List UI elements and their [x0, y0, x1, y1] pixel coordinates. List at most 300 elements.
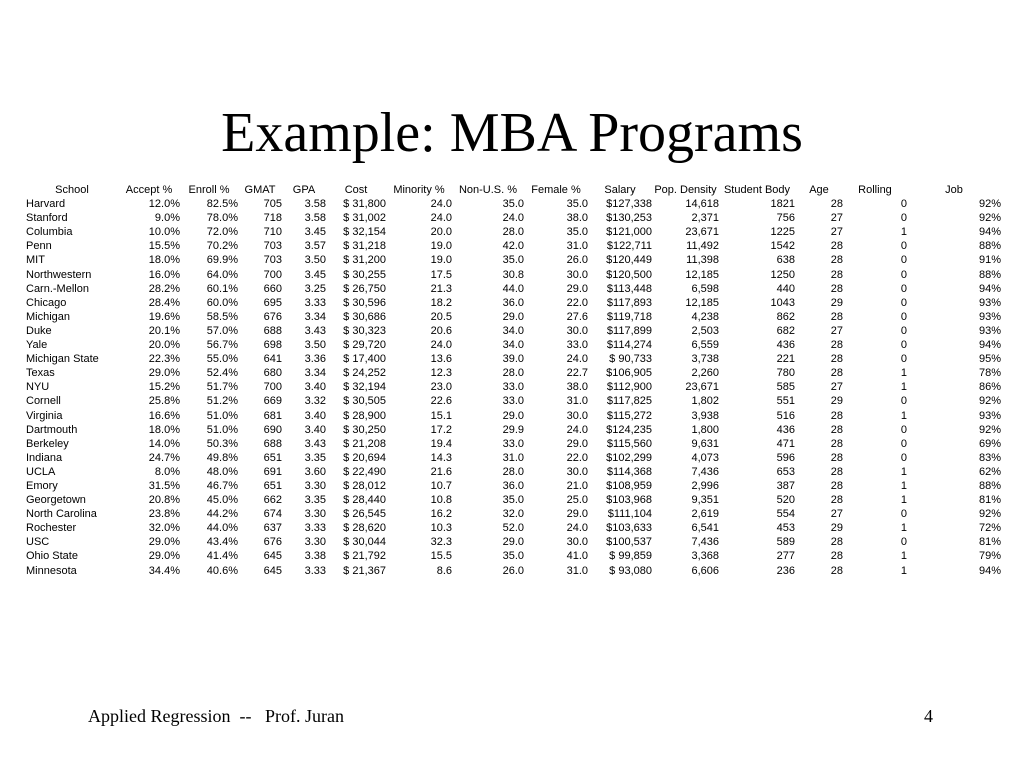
- table-cell: 780: [776, 367, 795, 380]
- table-cell: 28: [830, 240, 843, 253]
- table-cell: 41.0: [566, 550, 588, 563]
- table-cell: 28: [830, 536, 843, 549]
- table-cell: 22.0: [566, 451, 588, 464]
- column-header: Pop. Density: [654, 184, 717, 196]
- table-row: [26, 380, 1001, 394]
- table-cell: $102,299: [606, 451, 652, 464]
- table-cell: 60.0%: [206, 296, 238, 309]
- table-cell: 30.0: [566, 324, 588, 337]
- table-cell: 1,800: [691, 423, 719, 436]
- table-cell: 0: [900, 423, 907, 436]
- table-cell: $ 28,012: [343, 479, 386, 492]
- table-cell: $ 20,694: [343, 451, 386, 464]
- table-cell: 27: [830, 226, 843, 239]
- table-cell: 24.0: [430, 212, 452, 225]
- school-name-cell: Michigan State: [26, 353, 99, 366]
- table-cell: 17.2: [430, 423, 452, 436]
- column-header: Minority %: [393, 184, 445, 196]
- table-cell: 29: [830, 296, 843, 309]
- table-cell: 44.2%: [206, 508, 238, 521]
- table-cell: 52.0: [502, 522, 524, 535]
- table-cell: 92%: [978, 212, 1001, 225]
- table-cell: 27: [830, 381, 843, 394]
- table-cell: 718: [263, 212, 282, 225]
- table-cell: $ 99,859: [609, 550, 652, 563]
- school-name-cell: UCLA: [26, 465, 56, 478]
- school-name-cell: Virginia: [26, 409, 63, 422]
- table-cell: 18.0%: [148, 423, 180, 436]
- table-cell: 3,368: [691, 550, 719, 563]
- table-cell: 589: [776, 536, 795, 549]
- table-cell: 436: [776, 423, 795, 436]
- table-cell: 14.0%: [148, 437, 180, 450]
- school-name-cell: Minnesota: [26, 564, 77, 577]
- table-cell: 24.0: [566, 353, 588, 366]
- table-cell: 24.0: [430, 198, 452, 211]
- table-cell: $111,104: [607, 508, 652, 521]
- table-cell: 1: [900, 494, 907, 507]
- column-header: GPA: [292, 184, 316, 196]
- table-row: [26, 324, 1001, 338]
- table-cell: $103,968: [606, 494, 652, 507]
- table-cell: 1: [900, 564, 907, 577]
- school-name-cell: MIT: [26, 254, 45, 267]
- table-cell: $130,253: [606, 212, 652, 225]
- table-cell: 28.0: [502, 465, 524, 478]
- table-cell: 28: [830, 437, 843, 450]
- table-cell: 35.0: [502, 198, 524, 211]
- table-cell: 471: [776, 437, 795, 450]
- table-cell: $112,900: [606, 381, 652, 394]
- table-cell: $106,905: [606, 367, 652, 380]
- table-cell: $ 30,250: [343, 423, 386, 436]
- table-cell: 29.0%: [148, 367, 180, 380]
- table-cell: 35.0: [502, 254, 524, 267]
- table-cell: 688: [263, 324, 282, 337]
- table-cell: 0: [900, 212, 907, 225]
- table-cell: 0: [900, 296, 907, 309]
- school-name-cell: Yale: [26, 339, 48, 352]
- table-cell: 19.0: [430, 254, 452, 267]
- table-cell: 72%: [978, 522, 1001, 535]
- table-cell: $ 26,545: [343, 508, 386, 521]
- table-cell: $ 31,002: [343, 212, 386, 225]
- table-cell: $120,449: [606, 254, 652, 267]
- table-cell: 32.0: [502, 508, 524, 521]
- table-cell: 0: [900, 198, 907, 211]
- table-cell: 34.4%: [148, 564, 180, 577]
- column-header: Age: [809, 184, 829, 196]
- table-cell: $ 32,194: [343, 381, 386, 394]
- table-cell: 3.35: [304, 494, 326, 507]
- table-cell: 29.0: [566, 282, 588, 295]
- table-cell: $ 30,686: [343, 310, 386, 323]
- table-cell: 1: [900, 550, 907, 563]
- table-cell: 25.0: [566, 494, 588, 507]
- table-cell: 3.45: [304, 226, 326, 239]
- school-name-cell: Stanford: [26, 212, 68, 225]
- table-cell: 700: [263, 381, 282, 394]
- table-cell: 19.0: [430, 240, 452, 253]
- table-row: [26, 366, 1001, 380]
- table-cell: 3.40: [304, 381, 326, 394]
- table-cell: 681: [263, 409, 282, 422]
- table-cell: 0: [900, 310, 907, 323]
- table-cell: 24.0: [430, 339, 452, 352]
- table-cell: 27: [830, 508, 843, 521]
- table-cell: $115,560: [606, 437, 652, 450]
- table-cell: 4,073: [691, 451, 719, 464]
- table-cell: 6,598: [691, 282, 719, 295]
- table-row: [26, 479, 1001, 493]
- table-cell: 29.0: [502, 536, 524, 549]
- table-cell: 3.34: [304, 367, 326, 380]
- table-cell: 29.0: [566, 437, 588, 450]
- table-cell: 436: [776, 339, 795, 352]
- table-cell: 13.6: [430, 353, 452, 366]
- table-cell: 3.58: [304, 198, 326, 211]
- table-cell: 1250: [770, 268, 795, 281]
- table-cell: 10.3: [430, 522, 452, 535]
- table-cell: 3,938: [691, 409, 719, 422]
- table-cell: $ 21,792: [343, 550, 386, 563]
- table-row: [26, 225, 1001, 239]
- table-cell: 12.0%: [148, 198, 180, 211]
- table-cell: 1: [900, 465, 907, 478]
- table-cell: 3,738: [691, 353, 719, 366]
- table-cell: 2,371: [691, 212, 719, 225]
- table-cell: 15.2%: [148, 381, 180, 394]
- table-cell: 28: [830, 282, 843, 295]
- table-cell: $ 30,505: [343, 395, 386, 408]
- column-header: Salary: [604, 184, 636, 196]
- school-name-cell: Northwestern: [26, 268, 92, 281]
- table-cell: 35.0: [566, 198, 588, 211]
- table-cell: 22.6: [430, 395, 452, 408]
- table-cell: $ 30,323: [343, 324, 386, 337]
- table-cell: 28: [830, 451, 843, 464]
- table-cell: 94%: [978, 564, 1001, 577]
- school-name-cell: Harvard: [26, 198, 66, 211]
- table-cell: 641: [263, 353, 282, 366]
- table-cell: 15.5%: [148, 240, 180, 253]
- table-cell: 94%: [978, 282, 1001, 295]
- table-cell: $ 28,440: [343, 494, 386, 507]
- school-name-cell: North Carolina: [26, 508, 97, 521]
- table-cell: 674: [263, 508, 282, 521]
- column-header: Enroll %: [188, 184, 230, 196]
- column-header: Student Body: [723, 184, 791, 196]
- table-cell: 51.0%: [206, 409, 238, 422]
- column-header: Cost: [344, 184, 368, 196]
- school-name-cell: Chicago: [26, 296, 67, 309]
- table-cell: 29.0: [502, 310, 524, 323]
- table-cell: 2,503: [691, 324, 719, 337]
- table-cell: 60.1%: [206, 282, 238, 295]
- table-cell: 14.3: [430, 451, 452, 464]
- table-cell: 93%: [978, 409, 1001, 422]
- table-cell: 3.30: [304, 536, 326, 549]
- table-cell: 36.0: [502, 296, 524, 309]
- table-cell: 20.0%: [148, 339, 180, 352]
- table-cell: 86%: [978, 381, 1001, 394]
- table-cell: 20.5: [430, 310, 452, 323]
- table-cell: 27: [830, 324, 843, 337]
- table-row: [26, 310, 1001, 324]
- table-row: [26, 211, 1001, 225]
- table-cell: 10.0%: [148, 226, 180, 239]
- table-cell: 28: [830, 310, 843, 323]
- table-cell: 16.0%: [148, 268, 180, 281]
- school-name-cell: Texas: [26, 367, 55, 380]
- table-cell: 22.3%: [148, 353, 180, 366]
- table-cell: 3.30: [304, 508, 326, 521]
- table-cell: 20.8%: [148, 494, 180, 507]
- table-cell: 57.0%: [206, 324, 238, 337]
- table-cell: 0: [900, 437, 907, 450]
- table-row: [26, 197, 1001, 211]
- table-cell: 43.4%: [206, 536, 238, 549]
- table-cell: 72.0%: [206, 226, 238, 239]
- table-cell: 28: [830, 423, 843, 436]
- table-cell: 35.0: [566, 226, 588, 239]
- column-header: Rolling: [858, 184, 892, 196]
- table-cell: 6,559: [691, 339, 719, 352]
- table-cell: 41.4%: [206, 550, 238, 563]
- table-cell: 62%: [978, 465, 1001, 478]
- table-cell: $ 29,720: [343, 339, 386, 352]
- table-cell: 58.5%: [206, 310, 238, 323]
- table-cell: 688: [263, 437, 282, 450]
- table-row: [26, 239, 1001, 253]
- table-cell: $ 24,252: [343, 367, 386, 380]
- table-cell: 33.0: [502, 437, 524, 450]
- table-cell: 0: [900, 395, 907, 408]
- table-cell: 3.60: [304, 465, 326, 478]
- table-cell: 28: [830, 367, 843, 380]
- table-cell: 691: [263, 465, 282, 478]
- table-cell: 32.0%: [148, 522, 180, 535]
- table-cell: 0: [900, 282, 907, 295]
- table-cell: 651: [263, 451, 282, 464]
- school-name-cell: Rochester: [26, 522, 77, 535]
- table-cell: $ 30,044: [343, 536, 386, 549]
- table-cell: 28: [830, 268, 843, 281]
- table-cell: 236: [776, 564, 795, 577]
- table-cell: 3.43: [304, 324, 326, 337]
- table-cell: 93%: [978, 324, 1001, 337]
- table-cell: $108,959: [606, 479, 652, 492]
- table-cell: $ 30,255: [343, 268, 386, 281]
- table-cell: 3.38: [304, 550, 326, 563]
- table-cell: 4,238: [691, 310, 719, 323]
- table-cell: 3.36: [304, 353, 326, 366]
- table-cell: $124,235: [606, 423, 652, 436]
- table-cell: 703: [263, 254, 282, 267]
- school-name-cell: Georgetown: [26, 494, 86, 507]
- table-cell: 69.9%: [206, 254, 238, 267]
- table-cell: $117,899: [606, 324, 652, 337]
- table-cell: 94%: [978, 226, 1001, 239]
- table-cell: 69%: [978, 437, 1001, 450]
- table-cell: 21.3: [430, 282, 452, 295]
- table-cell: 6,606: [691, 564, 719, 577]
- school-name-cell: Dartmouth: [26, 423, 78, 436]
- table-cell: 28: [830, 198, 843, 211]
- table-cell: 32.3: [430, 536, 452, 549]
- table-cell: 88%: [978, 268, 1001, 281]
- table-cell: 30.0: [566, 409, 588, 422]
- table-cell: 3.25: [304, 282, 326, 295]
- table-cell: 596: [776, 451, 795, 464]
- table-cell: 24.7%: [148, 451, 180, 464]
- table-cell: 862: [776, 310, 795, 323]
- table-cell: 24.0: [566, 522, 588, 535]
- table-cell: 42.0: [502, 240, 524, 253]
- table-cell: 440: [776, 282, 795, 295]
- table-cell: 698: [263, 339, 282, 352]
- table-cell: 28.0: [502, 367, 524, 380]
- column-header: Accept %: [125, 184, 173, 196]
- table-cell: $ 21,367: [343, 564, 386, 577]
- table-cell: 660: [263, 282, 282, 295]
- table-cell: $114,274: [606, 339, 652, 352]
- table-cell: 56.7%: [206, 339, 238, 352]
- table-cell: 1821: [770, 198, 795, 211]
- table-cell: 39.0: [502, 353, 524, 366]
- table-cell: $117,893: [606, 296, 652, 309]
- table-cell: $ 26,750: [343, 282, 386, 295]
- table-cell: 28: [830, 550, 843, 563]
- table-cell: 29: [830, 395, 843, 408]
- table-cell: 31.5%: [148, 479, 180, 492]
- table-cell: $ 31,200: [343, 254, 386, 267]
- table-cell: 45.0%: [206, 494, 238, 507]
- table-row: [26, 521, 1001, 535]
- table-cell: 48.0%: [206, 465, 238, 478]
- school-name-cell: Michigan: [26, 310, 71, 323]
- table-cell: 18.2: [430, 296, 452, 309]
- table-cell: 3.58: [304, 212, 326, 225]
- table-cell: 22.0: [566, 296, 588, 309]
- table-row: [26, 507, 1001, 521]
- table-cell: $119,718: [606, 310, 652, 323]
- table-cell: 55.0%: [206, 353, 238, 366]
- table-cell: 49.8%: [206, 451, 238, 464]
- footer-course-label: Applied Regression -- Prof. Juran: [88, 706, 344, 726]
- table-cell: 14,618: [685, 198, 719, 211]
- table-cell: 0: [900, 324, 907, 337]
- table-cell: $ 90,733: [609, 353, 652, 366]
- table-cell: 28: [830, 353, 843, 366]
- table-cell: 38.0: [566, 381, 588, 394]
- table-row: [26, 268, 1001, 282]
- table-cell: 78.0%: [206, 212, 238, 225]
- table-cell: 1: [900, 367, 907, 380]
- column-header: Job: [945, 184, 963, 196]
- table-cell: 28: [830, 409, 843, 422]
- table-cell: 1: [900, 522, 907, 535]
- table-header-row: [26, 183, 1001, 197]
- table-cell: 680: [263, 367, 282, 380]
- table-cell: $ 22,490: [343, 465, 386, 478]
- table-cell: 33.0: [502, 381, 524, 394]
- table-cell: 3.43: [304, 437, 326, 450]
- table-cell: 0: [900, 254, 907, 267]
- school-name-cell: Carn.-Mellon: [26, 282, 89, 295]
- table-cell: 23.8%: [148, 508, 180, 521]
- table-cell: 3.33: [304, 564, 326, 577]
- table-cell: 19.4: [430, 437, 452, 450]
- table-cell: 1: [900, 226, 907, 239]
- table-cell: 710: [263, 226, 282, 239]
- table-cell: $117,825: [606, 395, 652, 408]
- table-row: [26, 338, 1001, 352]
- table-cell: 3.33: [304, 522, 326, 535]
- table-cell: 36.0: [502, 479, 524, 492]
- table-row: [26, 282, 1001, 296]
- table-cell: 756: [776, 212, 795, 225]
- table-cell: 34.0: [502, 324, 524, 337]
- table-cell: 81%: [978, 494, 1001, 507]
- column-header: GMAT: [244, 184, 276, 196]
- table-row: [26, 437, 1001, 451]
- table-cell: $114,368: [606, 465, 652, 478]
- school-name-cell: Berkeley: [26, 437, 69, 450]
- table-row: [26, 535, 1001, 549]
- table-cell: 70.2%: [206, 240, 238, 253]
- table-cell: 51.7%: [206, 381, 238, 394]
- table-cell: 40.6%: [206, 564, 238, 577]
- table-cell: 28.4%: [148, 296, 180, 309]
- table-cell: 38.0: [566, 212, 588, 225]
- table-cell: 1225: [770, 226, 795, 239]
- table-cell: 20.6: [430, 324, 452, 337]
- table-cell: 651: [263, 479, 282, 492]
- table-cell: 2,996: [691, 479, 719, 492]
- table-cell: 81%: [978, 536, 1001, 549]
- table-cell: 78%: [978, 367, 1001, 380]
- table-cell: 11,492: [686, 240, 719, 253]
- table-cell: 51.2%: [206, 395, 238, 408]
- table-cell: 28.0: [502, 226, 524, 239]
- table-cell: 690: [263, 423, 282, 436]
- table-cell: 637: [263, 522, 282, 535]
- table-cell: 31.0: [566, 395, 588, 408]
- school-name-cell: USC: [26, 536, 50, 549]
- footer-page-number: 4: [924, 706, 933, 726]
- table-cell: 9,351: [691, 494, 719, 507]
- table-cell: $115,272: [606, 409, 652, 422]
- table-cell: 17.5: [430, 268, 452, 281]
- table-cell: 31.0: [566, 564, 588, 577]
- table-cell: 9,631: [691, 437, 719, 450]
- table-cell: 46.7%: [206, 479, 238, 492]
- school-name-cell: Penn: [26, 240, 52, 253]
- table-cell: 35.0: [502, 494, 524, 507]
- table-cell: 28: [830, 339, 843, 352]
- school-name-cell: Cornell: [26, 395, 61, 408]
- table-cell: 88%: [978, 479, 1001, 492]
- table-cell: 28: [830, 465, 843, 478]
- table-cell: 3.34: [304, 310, 326, 323]
- table-cell: 12,185: [685, 296, 719, 309]
- table-cell: 33.0: [502, 395, 524, 408]
- school-name-cell: Indiana: [26, 451, 63, 464]
- table-cell: 3.40: [304, 423, 326, 436]
- table-cell: 0: [900, 536, 907, 549]
- table-cell: 7,436: [691, 465, 719, 478]
